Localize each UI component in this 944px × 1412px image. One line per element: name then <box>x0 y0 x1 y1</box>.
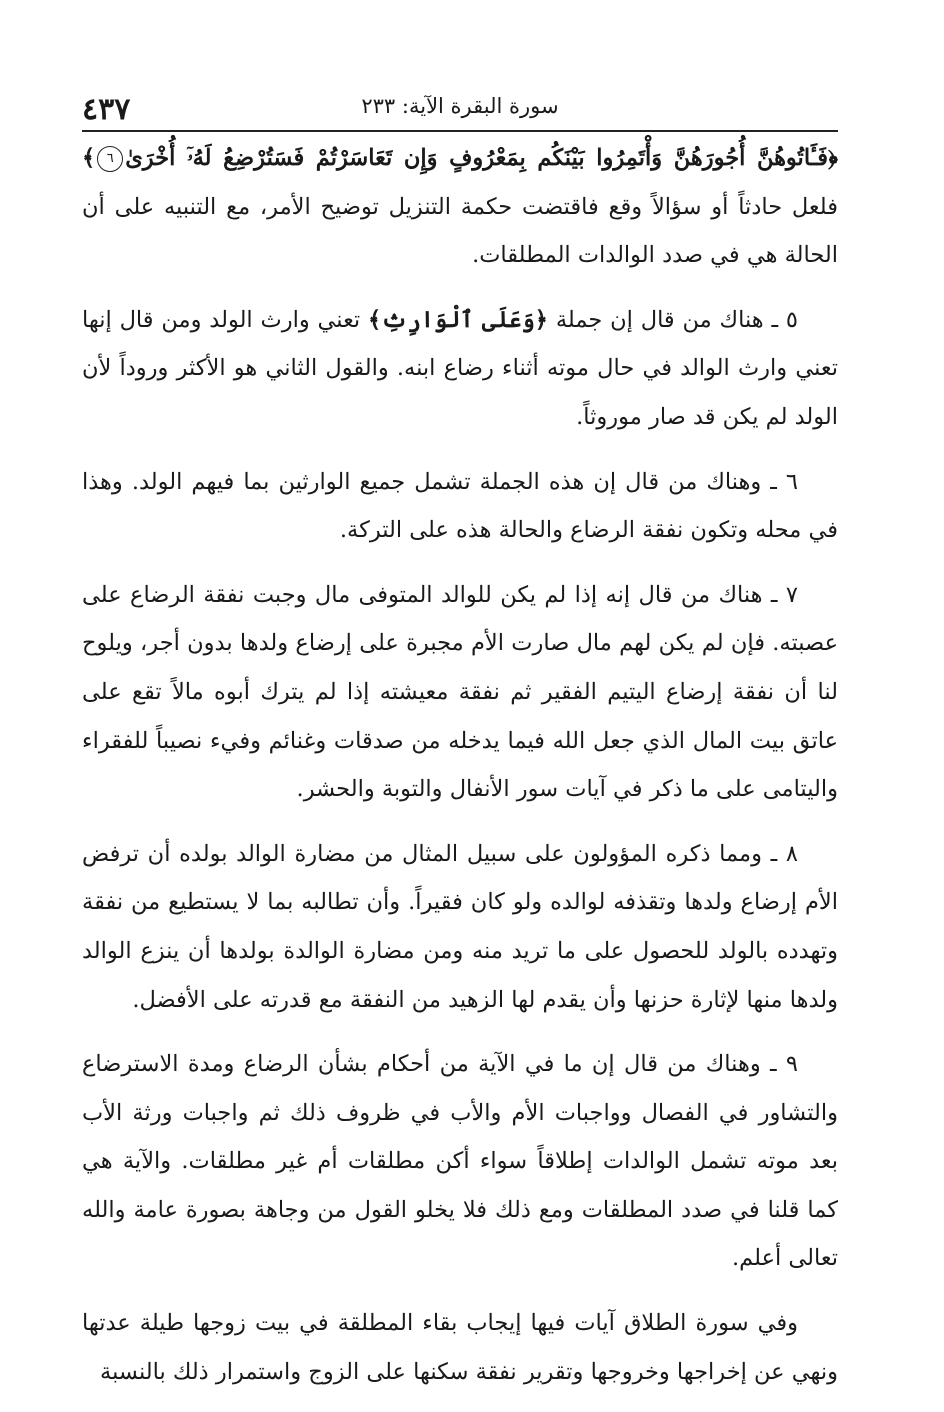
paragraph-continuation <box>82 134 838 280</box>
quran-open-bracket: ﴿ <box>828 145 838 171</box>
paragraph-text: فلعل حادثاً أو سؤالاً وقع فاقتضت حكمة التنزيل توضيح الأمر، مع التنبيه على أن الحالة هي في صدد الوالدات المطلقات. <box>82 193 838 269</box>
quran-phrase: وَعَلَى ٱلْوَارِثِ <box>381 306 535 333</box>
paragraph-item-6: ٦ ـ وهناك من قال إن هذه الجملة تشمل جميع الوارثين بما فيهم الولد. وهذا في محله وتكون نفقة الرضاع والحالة هذه على التركة. <box>82 468 838 544</box>
quran-open-bracket: ﴿ <box>534 306 548 333</box>
paragraph-item-8: ٨ ـ ومما ذكره المؤولون على سبيل المثال من مضارة الوالد بولده أن ترفض الأم إرضاع ولدها وتقذفه لوالده ولو كان فقيراً. وأن تطالبه بما لا يستطيع من نفقة وتهدده بالولد للحصول على ما تريد منه ومن مضارة الوالدة بولدها أن ينزع الوالد ولدها منها لإثارة حزنها وأن يقدم لها الزهيد من النفقة مع قدرته على الأفضل. <box>82 840 838 1013</box>
body-text <box>82 134 838 1412</box>
page-number: ٤٣٧ <box>82 92 131 127</box>
paragraph-surat-al-talaq: وفي سورة الطلاق آيات فيها إيجاب بقاء المطلقة في بيت زوجها طيلة عدتها ونهي عن إخراجها وخروجها وتقرير نفقة سكنها على الزوج واستمرار ذلك بالنسبة <box>82 1310 838 1385</box>
paragraph-item-5 <box>82 296 838 442</box>
quran-close-bracket: ﴾ <box>368 306 382 333</box>
running-title: سورة البقرة الآية: ٢٣٣ <box>361 94 559 118</box>
page-header <box>82 88 838 132</box>
paragraph-item-7: ٧ ـ هناك من قال إنه إذا لم يكن للوالد المتوفى مال وجبت نفقة الرضاع على عصبته. فإن لم يكن لهم مال صارت الأم مجبرة على إرضاع ولدها بدون أجر، ويلوح لنا أن نفقة إرضاع اليتيم الفقير ثم نفقة معيشته إذا لم يترك أبوه مالاً تقع على عاتق بيت المال الذي جعل الله فيما يدخله من صدقات وغنائم وفيء نصيباً للفقراء واليتامى على ما ذكر في آيات سور الأنفال والتوبة والحشر. <box>82 581 838 803</box>
paragraph-item-9: ٩ ـ وهناك من قال إن ما في الآية من أحكام بشأن الرضاع ومدة الاسترضاع والتشاور في الفصال وواجبات الأم والأب في ظروف ذلك ثم واجبات ورثة الأب بعد موته تشمل الوالدات إطلاقاً سواء أكن مطلقات أم غير مطلقات. والآية هي كما قلنا في صدد المطلقات ومع ذلك فلا يخلو القول من وجاهة بصورة عامة والله تعالى أعلم. <box>82 1051 838 1272</box>
ayah-number-marker: ٦ <box>97 146 123 172</box>
paragraph-text: ٥ ـ هناك من قال إن جملة <box>547 306 798 333</box>
quran-close-bracket: ﴾ <box>82 145 96 171</box>
paragraph-text: تعني وارث الولد ومن قال إنها تعني وارث الوالد في حال موته أثناء رضاع ابنه. والقول الثاني هو الأكثر وروداً لأن الولد لم يكن قد صار موروثاً. <box>82 306 838 430</box>
quran-verse: فَـَٔاتُوهُنَّ أُجُورَهُنَّ وَأْتَمِرُوا بَيْنَكُم بِمَعْرُوفٍ وَإِن تَعَاسَرْتُمْ فَسَتُرْضِعُ لَهُۥٓ أُخْرَىٰ <box>125 145 829 171</box>
